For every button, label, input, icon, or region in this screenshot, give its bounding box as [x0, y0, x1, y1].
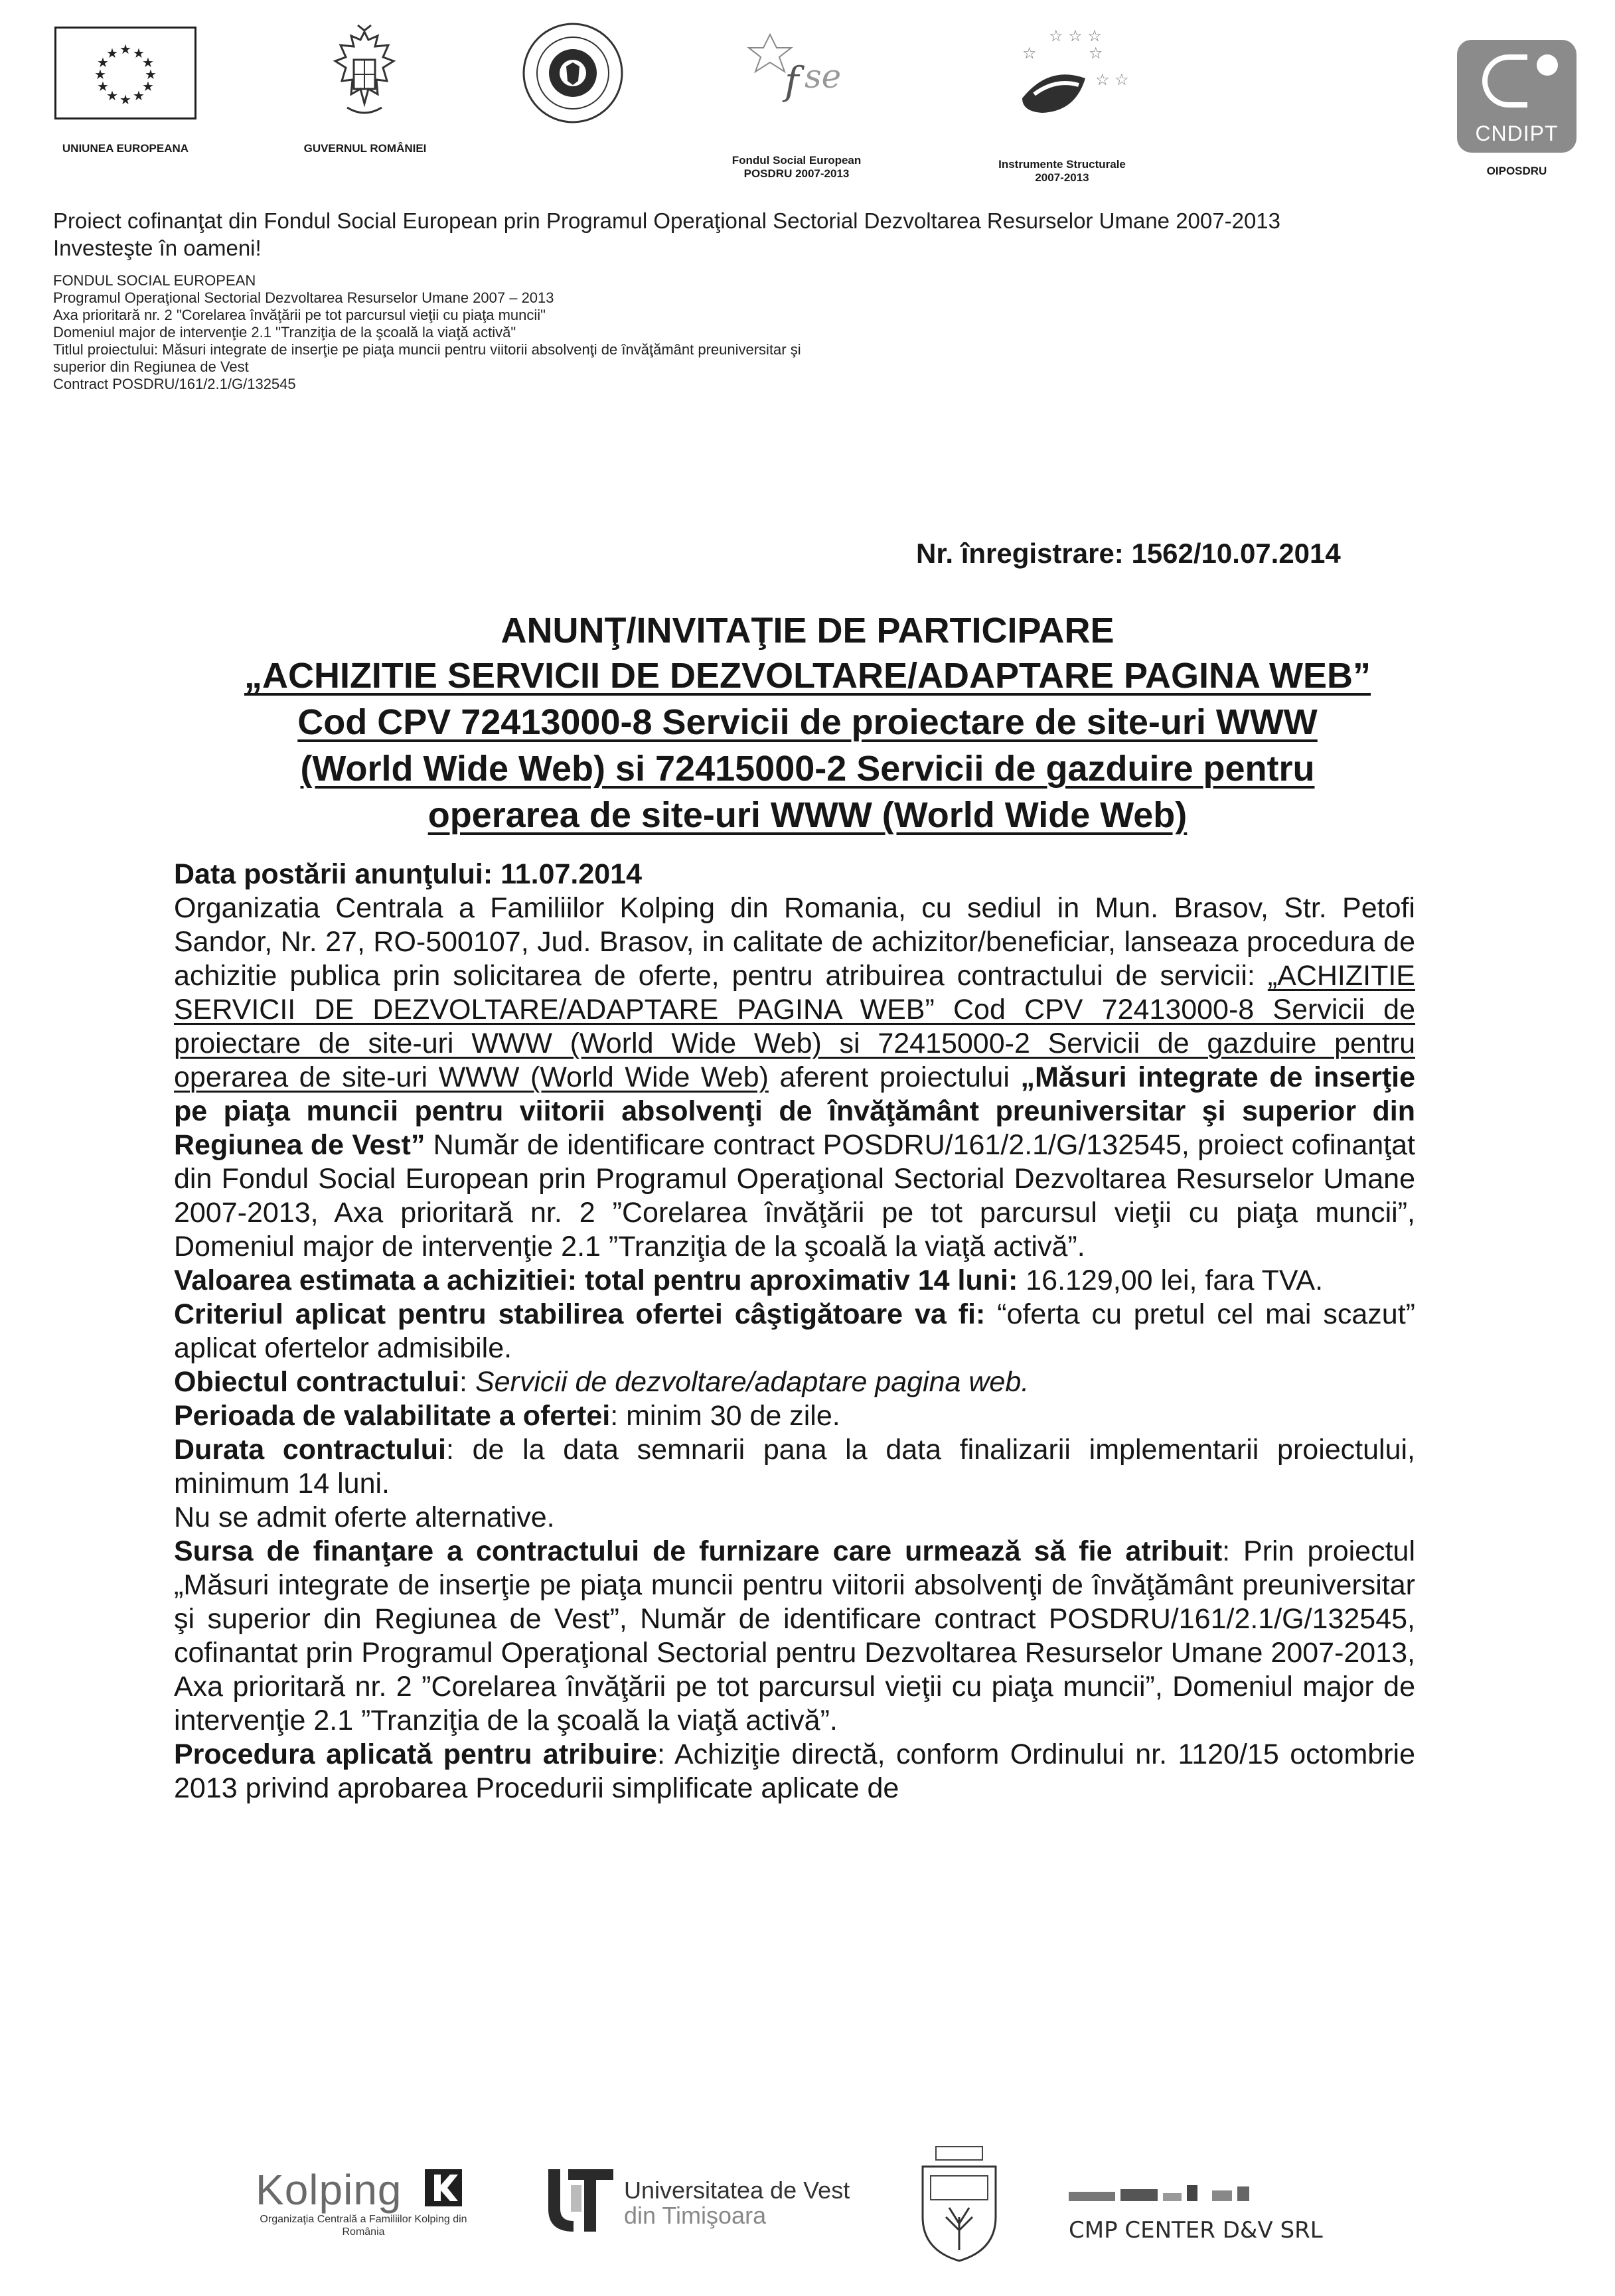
svg-text:★: ★: [97, 78, 109, 94]
offer-validity-paragraph: [174, 1399, 1415, 1433]
svg-text:★: ★: [133, 88, 145, 104]
project-detail-line: FONDUL SOCIAL EUROPEAN: [53, 272, 256, 289]
svg-text:☆: ☆: [1022, 44, 1037, 62]
structural-instruments-logo: [1002, 25, 1129, 125]
cpv-code-line: [0, 795, 1615, 835]
offer-validity-label: Perioada de valabilitate a ofertei: [174, 1400, 611, 1432]
cndipt-c-icon: [1482, 54, 1527, 108]
uvt-logo-icon: [544, 2163, 617, 2236]
project-detail-line: Axa prioritară nr. 2 "Corelarea învăţării pe tot parcursul vieţii cu piaţa muncii": [53, 307, 546, 323]
estimated-value-paragraph: [174, 1264, 1415, 1298]
intro-text: Număr de identificare contract POSDRU/161/2.1/G/132545, proiect cofinanţat din Fondul Social European prin Programul Operaţional Sectorial Dezvoltarea Resurselor Umane 2007-2013, Axa prioritară nr. 2 ”Corelarea învăţării pe tot parcursul vieţii cu piaţa muncii”, Domeniul major de intervenţie 2.1 ”Tranziţia de la şcoală la viaţă activă”.: [174, 1129, 1415, 1263]
oiposdru-caption: OIPOSDRU: [1486, 165, 1547, 177]
cndipt-badge-text: CNDIPT: [1475, 121, 1559, 145]
service-name: „ACHIZITIE SERVICII DE DEZVOLTARE/ADAPTARE PAGINA WEB” Cod CPV 72413000-8 Servicii de proiectare de site-uri WWW (World Wide Web) si 72415000-2 Servicii de gazduire pentru operarea de site-uri WWW (World Wide Web): [174, 960, 1415, 1093]
kolping-k-icon: [425, 2169, 462, 2206]
kolping-logo-word: Kolping: [256, 2166, 402, 2214]
svg-text:★: ★: [142, 78, 154, 94]
estimated-value-text: 16.129,00 lei, fara TVA.: [1018, 1264, 1324, 1296]
svg-text:★: ★: [119, 92, 131, 108]
announcement-body: [174, 858, 1415, 1805]
registration-number: Nr. înregistrare: 1562/10.07.2014: [916, 538, 1341, 569]
cmp-logo-bars-icon: [1069, 2184, 1288, 2204]
fse-logo: [743, 28, 850, 114]
procedure-paragraph: [174, 1738, 1415, 1805]
structural-instruments-caption: Instrumente Structurale 2007-2013: [998, 158, 1126, 184]
cpv-line-text: Cod CPV 72413000-8 Servicii de proiectare de site-uri WWW: [297, 702, 1318, 742]
svg-text:f: f: [785, 58, 799, 104]
romanian-coat-of-arms-logo: [327, 25, 402, 126]
funding-source-paragraph: [174, 1535, 1415, 1738]
contract-duration-label: Durata contractului: [174, 1434, 446, 1466]
project-detail-line: Titlul proiectului: Măsuri integrate de inserţie pe piaţa muncii pentru viitorii absolvenţi de învăţământ preuniversitar şi: [53, 341, 801, 358]
contract-object-separator: :: [459, 1366, 475, 1398]
ministry-seal-logo: [520, 20, 626, 126]
svg-text:★: ★: [142, 54, 154, 70]
svg-text:★: ★: [97, 54, 109, 70]
cndipt-dot-icon: [1537, 54, 1558, 76]
procedure-text: : Achiziţie directă, conform Ordinului nr. 1120/15 octombrie 2013 privind aprobarea Procedurii simplificate aplicate de: [174, 1738, 1415, 1804]
svg-text:☆ ☆ ☆: ☆ ☆ ☆: [1049, 27, 1102, 45]
contract-duration-paragraph: [174, 1433, 1415, 1501]
posting-date-value: 11.07.2014: [500, 858, 642, 890]
intro-text: aferent proiectului: [768, 1061, 1021, 1093]
svg-text:☆ ☆: ☆ ☆: [1095, 70, 1129, 89]
cpv-code-line: [0, 749, 1615, 789]
award-criteria-text: “oferta cu pretul cel mai scazut” aplicat ofertelor admisibile.: [174, 1298, 1415, 1364]
funding-source-label: Sursa de finanţare a contractului de furnizare care urmează să fie atribuit: [174, 1535, 1223, 1567]
intro-text: Organizatia Centrala a Familiilor Kolping din Romania, cu sediul in Mun. Brasov, Str. Petofi Sandor, Nr. 27, RO-500107, Jud. Brasov, in calitate de achizitor/beneficiar, lanseaza procedura de achizitie publica prin solicitarea de oferte, pentru atribuirea contractului de servicii:: [174, 892, 1415, 992]
eu-logo-caption: UNIUNEA EUROPEANA: [62, 142, 189, 155]
county-shield-logo: [909, 2144, 1009, 2263]
cpv-line-text: operarea de site-uri WWW (World Wide Web): [427, 795, 1188, 835]
cndipt-logo: [1457, 40, 1577, 153]
project-detail-line: Domeniul major de intervenţie 2.1 "Tranziţia de la şcoală la viaţă activă": [53, 324, 516, 341]
svg-text:se: se: [805, 57, 842, 96]
contract-object-text: Servicii de dezvoltare/adaptare pagina web.: [475, 1366, 1030, 1398]
project-detail-line: superior din Regiunea de Vest: [53, 358, 249, 375]
project-name: „Măsuri integrate de inserţie pe piaţa muncii pentru viitorii absolvenţi de învăţământ preuniversitar şi superior din Regiunea de Vest”: [174, 1061, 1415, 1161]
offer-validity-text: : minim 30 de zile.: [610, 1400, 840, 1432]
procedure-label: Procedura aplicată pentru atribuire: [174, 1738, 657, 1770]
estimated-value-label: Valoarea estimata a achizitiei: total pentru aproximativ 14 luni:: [174, 1264, 1018, 1296]
subtitle-line: „ACHIZITIE SERVICII DE DEZVOLTARE/ADAPTARE PAGINA WEB”: [244, 656, 1371, 696]
svg-text:★: ★: [133, 45, 145, 61]
svg-text:★: ★: [106, 88, 118, 104]
project-slogan: Investeşte în oameni!: [53, 236, 262, 260]
uvt-logo-subtitle: din Timişoara: [624, 2202, 767, 2229]
contract-duration-text: : de la data semnarii pana la data finalizarii implementarii proiectului, minimum 14 luni.: [174, 1434, 1415, 1499]
fse-logo-caption: Fondul Social European POSDRU 2007-2013: [731, 154, 862, 180]
eu-flag-logo: [54, 27, 196, 119]
contract-object-paragraph: [174, 1365, 1415, 1399]
no-alternatives-paragraph: Nu se admit oferte alternative.: [174, 1501, 555, 1533]
svg-text:★: ★: [106, 45, 118, 61]
funding-source-text: : Prin proiectul „Măsuri integrate de inserţie pe piaţa muncii pentru viitorii absolvenţi de învăţământ preuniversitar şi superior din Regiunea de Vest”, Număr de identificare contract POSDRU/161/2.1/G/132545, cofinantat prin Programul Operaţional Sectorial pentru Dezvoltarea Resurselor Umane 2007-2013, Axa prioritară nr. 2 ”Corelarea învăţării pe tot parcursul vieţii cu piaţa muncii”, Domeniul major de intervenţie 2.1 ”Tranziţia de la şcoală la viaţă activă”.: [174, 1535, 1415, 1736]
cmp-logo-name: CMP CENTER D&V SRL: [1069, 2217, 1323, 2244]
announcement-title: ANUNŢ/INVITAŢIE DE PARTICIPARE: [500, 611, 1115, 651]
svg-text:★: ★: [145, 66, 157, 82]
kolping-logo-subtitle: Organizaţia Centrală a Familiilor Kolping din România: [260, 2214, 467, 2238]
government-logo-caption: GUVERNUL ROMÂNIEI: [303, 142, 427, 155]
cpv-code-line: [0, 702, 1615, 742]
posting-date-label: Data postării anunţului:: [174, 858, 501, 890]
project-detail-line: Programul Operaţional Sectorial Dezvoltarea Resurselor Umane 2007 – 2013: [53, 289, 554, 306]
posting-date-paragraph: [174, 858, 1415, 891]
award-criteria-paragraph: [174, 1298, 1415, 1365]
award-criteria-label: Criteriul aplicat pentru stabilirea ofertei câştigătoare va fi:: [174, 1298, 986, 1330]
svg-text:★: ★: [119, 41, 131, 57]
svg-text:☆: ☆: [1089, 44, 1103, 62]
announcement-subtitle: [0, 656, 1615, 696]
uvt-logo-name: Universitatea de Vest: [624, 2177, 850, 2204]
svg-text:★: ★: [94, 66, 106, 82]
project-cofinancing-line: Proiect cofinanţat din Fondul Social European prin Programul Operaţional Sectorial Dezvoltarea Resurselor Umane 2007-2013: [53, 208, 1281, 233]
intro-paragraph: [174, 891, 1415, 1264]
project-detail-line: Contract POSDRU/161/2.1/G/132545: [53, 376, 296, 392]
contract-object-label: Obiectul contractului: [174, 1366, 460, 1398]
cpv-line-text: (World Wide Web) si 72415000-2 Servicii de gazduire pentru: [300, 749, 1315, 789]
